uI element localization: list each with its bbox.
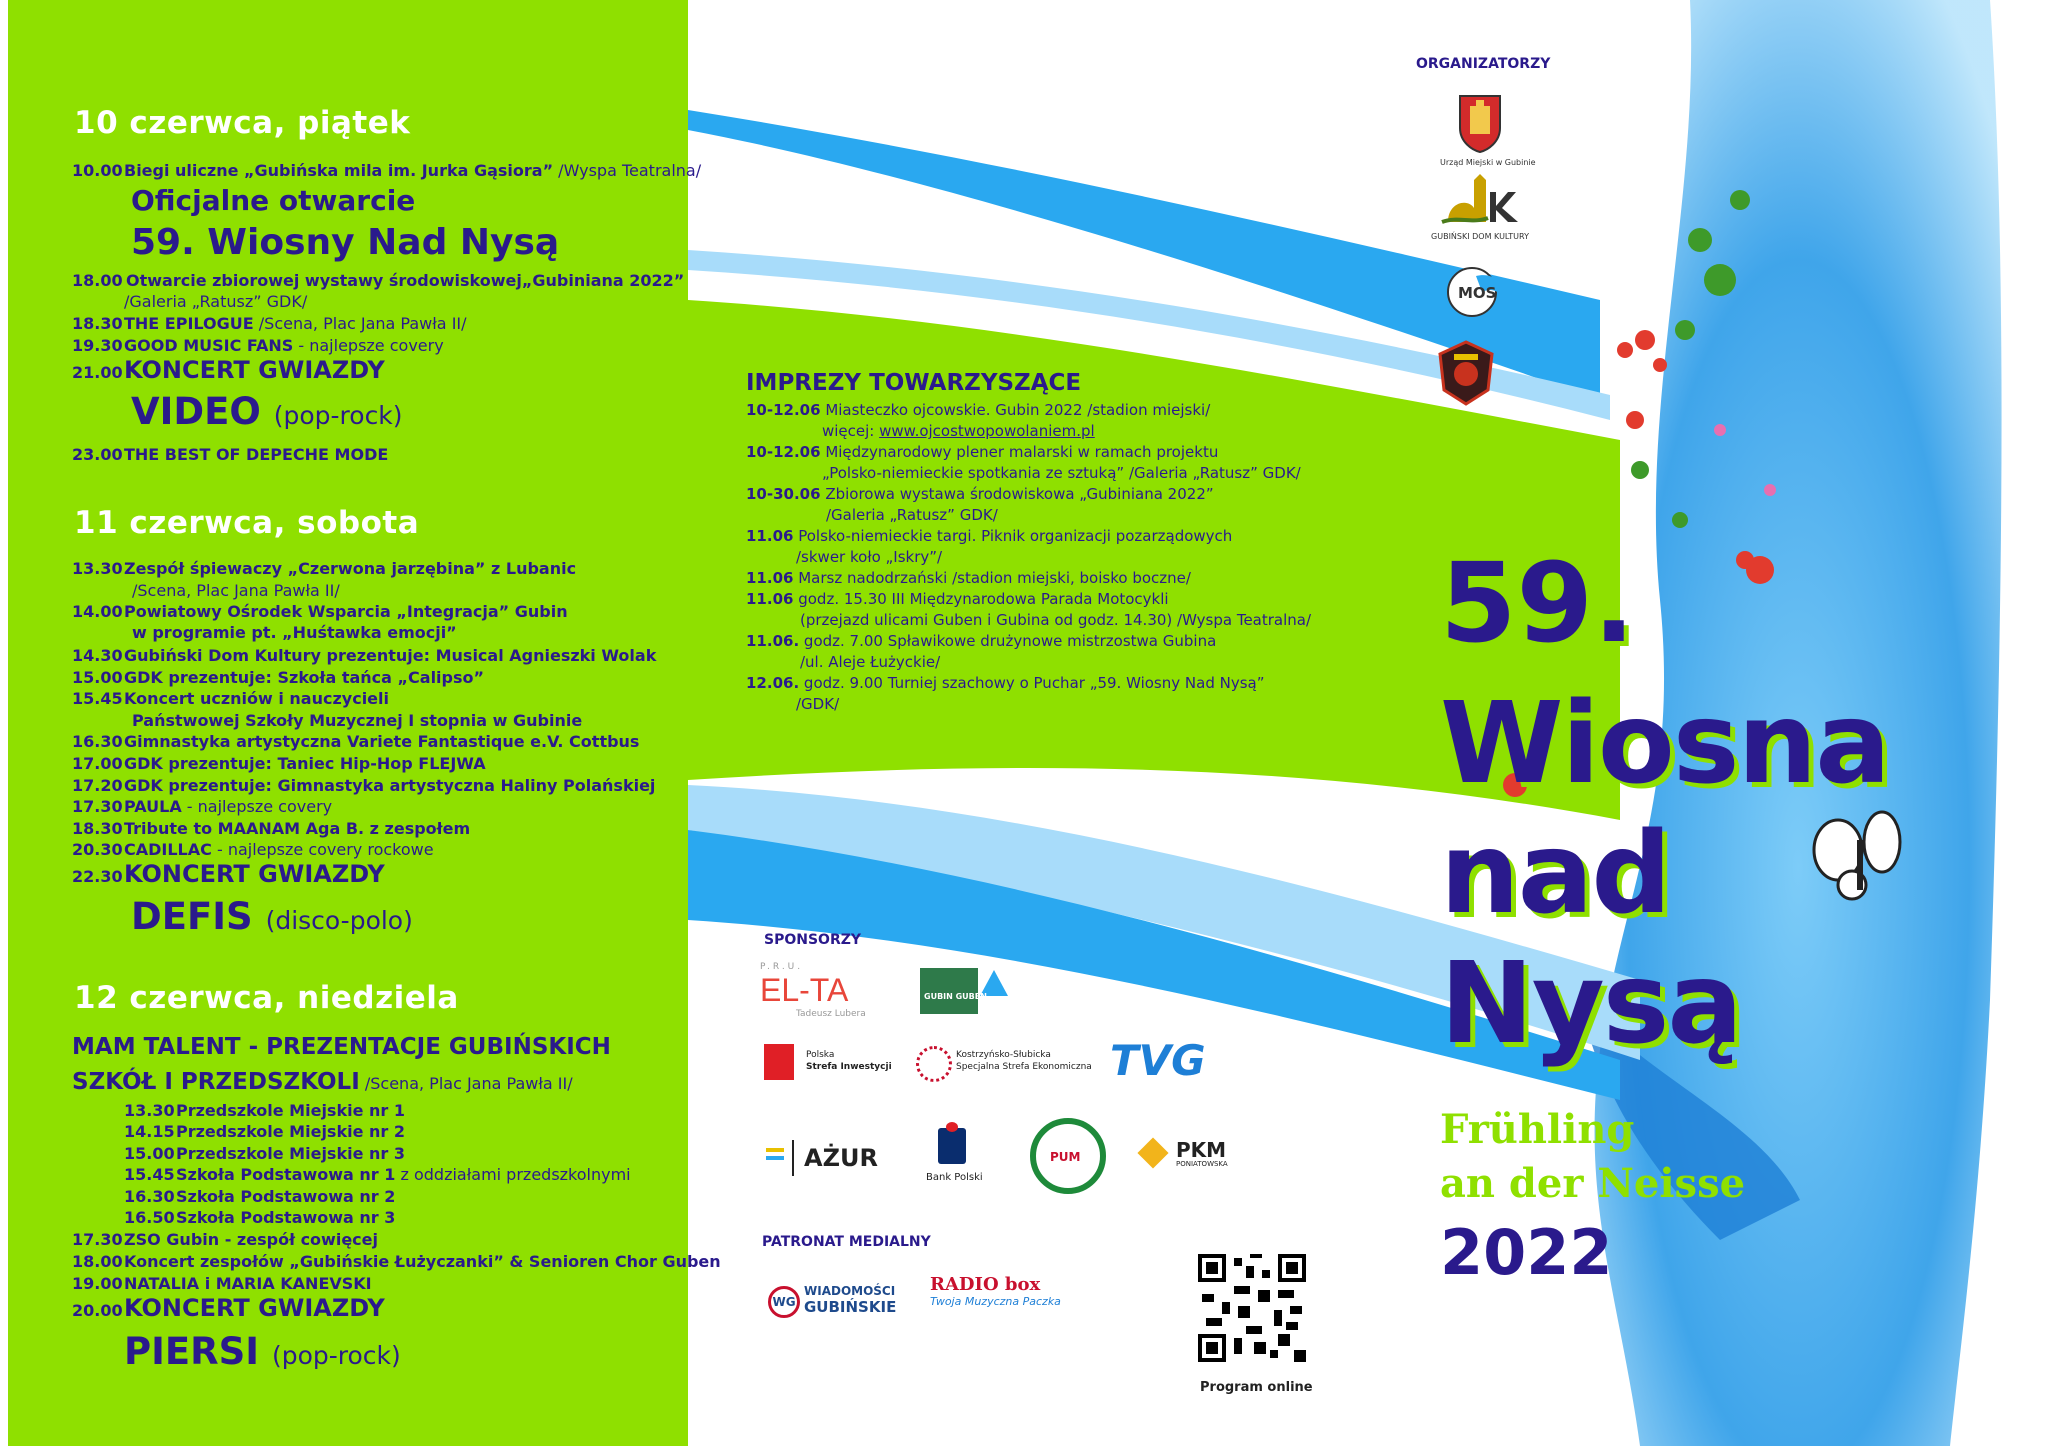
event-time: 16.50 bbox=[124, 1208, 175, 1227]
event-time: 18.00 bbox=[72, 271, 123, 290]
side-event-3 bbox=[746, 484, 1214, 505]
pko-logo bbox=[926, 1128, 1006, 1192]
event-time: 14.15 bbox=[124, 1122, 175, 1141]
pkm-diamond-icon bbox=[1137, 1137, 1168, 1168]
urzad-caption: Urząd Miejski w Gubinie bbox=[1440, 158, 1536, 167]
event-time: 15.45 bbox=[72, 689, 123, 708]
headline-an-der-neisse: an der Neisse bbox=[1440, 1160, 1746, 1207]
radio-sub: Twoja Muzyczna Paczka bbox=[930, 1295, 1061, 1308]
event-time: 15.45 bbox=[124, 1165, 175, 1184]
event-note: /Wyspa Teatralna/ bbox=[553, 161, 702, 180]
day2-event-10 bbox=[72, 818, 470, 839]
city-crest-icon bbox=[1440, 92, 1520, 154]
pkm-text: PKM bbox=[1176, 1138, 1227, 1162]
day3-event-1 bbox=[72, 1229, 378, 1250]
event-text: NATALIA i MARIA KANEVSKI bbox=[124, 1274, 372, 1293]
elta-sub: Tadeusz Lubera bbox=[796, 1009, 866, 1019]
urzad-logo bbox=[1440, 92, 1536, 167]
event-time: 21.00 bbox=[72, 363, 123, 382]
headline-fruehling: Frühling bbox=[1440, 1106, 1635, 1153]
day2-event-2 bbox=[72, 601, 568, 622]
moto-logo bbox=[1436, 340, 1496, 406]
event-time: 23.00 bbox=[72, 445, 123, 464]
mos-dolphin-icon bbox=[1446, 262, 1510, 322]
day1-event-5 bbox=[72, 356, 385, 384]
media-title: PATRONAT MEDIALNY bbox=[762, 1234, 931, 1250]
headline-wiosna: Wiosna bbox=[1440, 679, 1889, 809]
event-time: 22.30 bbox=[72, 867, 123, 886]
day1-title: 10 czerwca, piątek bbox=[74, 105, 411, 141]
event-time: 13.30 bbox=[124, 1101, 175, 1120]
day2-title: 11 czerwca, sobota bbox=[74, 505, 420, 541]
event-text: Szkoła Podstawowa nr 3 bbox=[176, 1208, 396, 1227]
azur-bar-icon bbox=[766, 1148, 784, 1152]
day2-event-6 bbox=[72, 731, 639, 752]
talent-line2 bbox=[72, 1069, 573, 1095]
event-text: KONCERT GWIAZDY bbox=[124, 1294, 385, 1322]
event-text: Biegi uliczne „Gubińska mila im. Jurka Gąsiora” bbox=[124, 161, 554, 180]
event-time: 17.30 bbox=[72, 1230, 123, 1249]
side-event-7 bbox=[746, 631, 1216, 652]
program-qr-code[interactable] bbox=[1198, 1254, 1306, 1362]
event-note: /Scena, Plac Jana Pawła II/ bbox=[253, 314, 467, 333]
event-time: 19.30 bbox=[72, 336, 123, 355]
event-time: 13.30 bbox=[72, 559, 123, 578]
day1-event-6 bbox=[72, 444, 388, 465]
talent-line1: MAM TALENT - PREZENTACJE GUBIŃSKICH bbox=[72, 1034, 611, 1060]
side-event-3-sub: /Galeria „Ratusz” GDK/ bbox=[826, 506, 998, 524]
side-event-date: 10-12.06 bbox=[746, 401, 821, 419]
wg-logo bbox=[768, 1282, 908, 1322]
day1-event-1 bbox=[72, 160, 701, 181]
side-event-4-sub: /skwer koło „Iskry”/ bbox=[796, 548, 943, 566]
side-event-4 bbox=[746, 526, 1232, 547]
star-genre: (disco-polo) bbox=[265, 906, 413, 935]
qr-code-icon bbox=[1198, 1254, 1306, 1362]
event-text: Zespół śpiewaczy „Czerwona jarzębina” z Lubanic bbox=[124, 559, 577, 578]
pko-icon bbox=[938, 1128, 966, 1164]
headline-year: 2022 bbox=[1440, 1216, 1613, 1289]
radio-text: RADIO box bbox=[930, 1274, 1041, 1295]
star-genre: (pop-rock) bbox=[273, 401, 403, 430]
azur-bar-icon-2 bbox=[766, 1156, 784, 1160]
event-time: 20.00 bbox=[72, 1301, 123, 1320]
side-event-text: Polsko-niemieckie targi. Piknik organizacji pozarządowych bbox=[793, 527, 1233, 545]
star-name: DEFIS bbox=[131, 895, 253, 938]
side-event-text: godz. 7.00 Spławikowe drużynowe mistrzostwa Gubina bbox=[799, 632, 1217, 650]
psi-icon bbox=[764, 1044, 794, 1080]
event-note: z oddziałami przedszkolnymi bbox=[395, 1165, 631, 1184]
event-time: 14.00 bbox=[72, 602, 123, 621]
pko-dot bbox=[946, 1122, 958, 1132]
day2-event-2-sub: w programie pt. „Huśtawka emocji” bbox=[132, 623, 457, 642]
day1-event-2-sub: /Galeria „Ratusz” GDK/ bbox=[124, 292, 308, 311]
day2-event-11 bbox=[72, 839, 434, 860]
event-text: Koncert uczniów i nauczycieli bbox=[124, 689, 389, 708]
event-text: Przedszkole Miejskie nr 2 bbox=[176, 1122, 405, 1141]
event-text: CADILLAC bbox=[124, 840, 212, 859]
side-event-6-sub: (przejazd ulicami Guben i Gubina od godz. 14.30) /Wyspa Teatralna/ bbox=[800, 611, 1312, 629]
day2-event-5-sub: Państwowej Szkoły Muzycznej I stopnia w Gubinie bbox=[132, 711, 583, 730]
pkm-logo bbox=[1142, 1138, 1262, 1178]
school-6 bbox=[124, 1207, 395, 1228]
official-opening-line1: Oficjalne otwarcie bbox=[131, 184, 416, 217]
day1-event-2 bbox=[72, 270, 684, 291]
side-event-date: 11.06 bbox=[746, 590, 794, 608]
school-3 bbox=[124, 1143, 405, 1164]
side-event-8-sub: /GDK/ bbox=[796, 695, 840, 713]
day3-star bbox=[124, 1330, 401, 1373]
ojcostwo-link[interactable]: www.ojcostwopowolaniem.pl bbox=[879, 422, 1095, 440]
day2-event-4 bbox=[72, 667, 484, 688]
psi-line1: Polska bbox=[806, 1050, 835, 1060]
day2-event-8 bbox=[72, 775, 655, 796]
kssse-logo bbox=[916, 1044, 1096, 1084]
elta-name: EL-TA bbox=[760, 972, 849, 1008]
side-event-7-sub: /ul. Aleje Łużyckie/ bbox=[800, 653, 941, 671]
day2-event-3 bbox=[72, 645, 656, 666]
side-event-date: 11.06. bbox=[746, 632, 800, 650]
day3-event-3 bbox=[72, 1273, 372, 1294]
pum-text: PUM bbox=[1050, 1150, 1081, 1164]
gubin-guben-text: GUBIN GUBEN bbox=[924, 992, 987, 1001]
side-event-date: 10-12.06 bbox=[746, 443, 821, 461]
event-text: KONCERT GWIAZDY bbox=[124, 356, 385, 384]
day2-star bbox=[131, 895, 413, 938]
school-4 bbox=[124, 1164, 631, 1185]
side-events-title: IMPREZY TOWARZYSZĄCE bbox=[746, 370, 1082, 396]
side-event-text: Marsz nadodrzański /stadion miejski, boisko boczne/ bbox=[793, 569, 1191, 587]
event-text: GDK prezentuje: Taniec Hip-Hop FLEJWA bbox=[124, 754, 486, 773]
event-text: Przedszkole Miejskie nr 1 bbox=[176, 1101, 405, 1120]
headline-nysa: Nysą bbox=[1440, 939, 1741, 1069]
event-text: KONCERT GWIAZDY bbox=[124, 860, 385, 888]
elta-top: P.R.U. bbox=[760, 962, 804, 972]
side-event-8 bbox=[746, 673, 1264, 694]
event-text: Gubiński Dom Kultury prezentuje: Musical Agnieszki Wolak bbox=[124, 646, 657, 665]
psi-line2: Strefa Inwestycji bbox=[806, 1062, 892, 1072]
event-time: 17.20 bbox=[72, 776, 123, 795]
star-genre: (pop-rock) bbox=[271, 1341, 401, 1370]
event-note: - najlepsze covery bbox=[293, 336, 444, 355]
event-text: Tribute to MAANAM Aga B. z zespołem bbox=[124, 819, 471, 838]
official-opening-line2: 59. Wiosny Nad Nysą bbox=[131, 222, 560, 263]
event-text: GDK prezentuje: Gimnastyka artystyczna Haliny Polańskiej bbox=[124, 776, 656, 795]
side-event-text: Międzynarodowy plener malarski w ramach projektu bbox=[820, 443, 1219, 461]
event-time: 16.30 bbox=[124, 1187, 175, 1206]
day1-event-3 bbox=[72, 313, 467, 334]
elta-logo bbox=[760, 962, 890, 1028]
event-note: - najlepsze covery rockowe bbox=[211, 840, 434, 859]
gubin-guben-badge bbox=[920, 968, 978, 1014]
talent-title: SZKÓŁ I PRZEDSZKOLI bbox=[72, 1069, 360, 1095]
sponsors-title: SPONSORZY bbox=[764, 932, 862, 948]
pum-logo bbox=[1030, 1118, 1106, 1194]
school-2 bbox=[124, 1121, 405, 1142]
kssse-line2: Specjalna Strefa Ekonomiczna bbox=[956, 1062, 1092, 1072]
wg-line2: GUBIŃSKIE bbox=[804, 1298, 897, 1316]
tvg-logo: TVG bbox=[1110, 1036, 1206, 1085]
event-time: 18.00 bbox=[72, 1252, 123, 1271]
event-text: Przedszkole Miejskie nr 3 bbox=[176, 1144, 405, 1163]
event-time: 20.30 bbox=[72, 840, 123, 859]
radio-logo bbox=[930, 1274, 1070, 1330]
event-time: 17.00 bbox=[72, 754, 123, 773]
side-event-6 bbox=[746, 589, 1169, 610]
event-note: - najlepsze covery bbox=[181, 797, 333, 816]
event-text: Koncert zespołów „Gubińskie Łużyczanki” & Senioren Chor Guben bbox=[124, 1252, 721, 1271]
star-name: VIDEO bbox=[131, 390, 261, 433]
day2-event-9 bbox=[72, 796, 332, 817]
side-event-text: godz. 9.00 Turniej szachowy o Puchar „59. Wiosny Nad Nysą” bbox=[799, 674, 1265, 692]
event-text: Szkoła Podstawowa nr 1 bbox=[176, 1165, 396, 1184]
event-text: Powiatowy Ośrodek Wsparcia „Integracja” Gubin bbox=[124, 602, 568, 621]
wg-line1: WIADOMOŚCI bbox=[804, 1284, 896, 1298]
side-event-sub: więcej: bbox=[822, 422, 880, 440]
side-event-1 bbox=[746, 400, 1210, 421]
wg-icon: WG bbox=[768, 1286, 800, 1318]
side-event-1-sub bbox=[822, 421, 1095, 442]
event-time: 18.30 bbox=[72, 819, 123, 838]
event-time: 15.00 bbox=[124, 1144, 175, 1163]
event-text: GOOD MUSIC FANS bbox=[124, 336, 294, 355]
school-1 bbox=[124, 1100, 405, 1121]
event-time: 10.00 bbox=[72, 161, 123, 180]
azur-text: AŻUR bbox=[804, 1144, 878, 1172]
day2-event-1-sub: /Scena, Plac Jana Pawła II/ bbox=[132, 581, 340, 600]
side-event-2-sub: „Polsko-niemieckie spotkania ze sztuką” /Galeria „Ratusz” GDK/ bbox=[822, 464, 1301, 482]
event-time: 18.30 bbox=[72, 314, 123, 333]
gdk-icon bbox=[1428, 172, 1532, 228]
school-5 bbox=[124, 1186, 395, 1207]
side-event-date: 11.06 bbox=[746, 569, 794, 587]
side-event-5 bbox=[746, 568, 1191, 589]
side-event-date: 11.06 bbox=[746, 527, 794, 545]
motorcycle-club-icon bbox=[1436, 340, 1496, 406]
day3-title: 12 czerwca, niedziela bbox=[74, 980, 459, 1016]
event-time: 15.00 bbox=[72, 668, 123, 687]
pko-caption: Bank Polski bbox=[926, 1172, 983, 1183]
day2-event-7 bbox=[72, 753, 486, 774]
organizers-title: ORGANIZATORZY bbox=[1416, 56, 1551, 72]
day1-event-4 bbox=[72, 335, 444, 356]
gubin-guben-logo bbox=[920, 968, 1010, 1014]
headline-59: 59. bbox=[1440, 539, 1635, 667]
headline-nad: nad bbox=[1440, 809, 1670, 939]
gdk-caption: GUBIŃSKI DOM KULTURY bbox=[1431, 232, 1529, 241]
side-event-text: Zbiorowa wystawa środowiskowa „Gubiniana 2022” bbox=[820, 485, 1214, 503]
gdk-logo bbox=[1428, 172, 1532, 244]
day1-star bbox=[131, 390, 403, 433]
event-text: Szkoła Podstawowa nr 2 bbox=[176, 1187, 396, 1206]
day2-event-1 bbox=[72, 558, 576, 579]
day3-event-4 bbox=[72, 1294, 385, 1322]
event-time: 17.30 bbox=[72, 797, 123, 816]
event-text: ZSO Gubin - zespół cowięcej bbox=[124, 1230, 378, 1249]
event-text: GDK prezentuje: Szkoła tańca „Calipso” bbox=[124, 668, 485, 687]
day2-event-12 bbox=[72, 860, 385, 888]
side-event-date: 12.06. bbox=[746, 674, 800, 692]
azur-logo bbox=[766, 1140, 886, 1180]
side-event-text: godz. 15.30 III Międzynarodowa Parada Motocykli bbox=[793, 590, 1169, 608]
day2-event-5 bbox=[72, 688, 389, 709]
event-text: Gimnastyka artystyczna Variete Fantastique e.V. Cottbus bbox=[124, 732, 640, 751]
side-event-text: Miasteczko ojcowskie. Gubin 2022 /stadion miejski/ bbox=[820, 401, 1211, 419]
psi-logo bbox=[764, 1044, 894, 1084]
side-event-date: 10-30.06 bbox=[746, 485, 821, 503]
azur-divider bbox=[792, 1140, 794, 1176]
event-time: 14.30 bbox=[72, 646, 123, 665]
event-text: THE EPILOGUE bbox=[124, 314, 254, 333]
star-name: PIERSI bbox=[124, 1330, 260, 1373]
day3-event-2 bbox=[72, 1251, 721, 1272]
event-text: Otwarcie zbiorowej wystawy środowiskowej„Gubiniana 2022” bbox=[126, 271, 685, 290]
mos-logo bbox=[1446, 262, 1510, 322]
event-text: PAULA bbox=[124, 797, 182, 816]
side-event-2 bbox=[746, 442, 1218, 463]
mos-text: MOS bbox=[1458, 284, 1497, 302]
kssse-icon bbox=[916, 1046, 952, 1082]
event-time: 19.00 bbox=[72, 1274, 123, 1293]
event-time: 16.30 bbox=[72, 732, 123, 751]
event-text: THE BEST OF DEPECHE MODE bbox=[124, 445, 389, 464]
pkm-sub: PONIATOWSKA bbox=[1176, 1160, 1228, 1168]
qr-caption: Program online bbox=[1200, 1380, 1313, 1395]
kssse-line1: Kostrzyńsko-Słubicka bbox=[956, 1050, 1051, 1060]
talent-note: /Scena, Plac Jana Pawła II/ bbox=[359, 1074, 573, 1093]
